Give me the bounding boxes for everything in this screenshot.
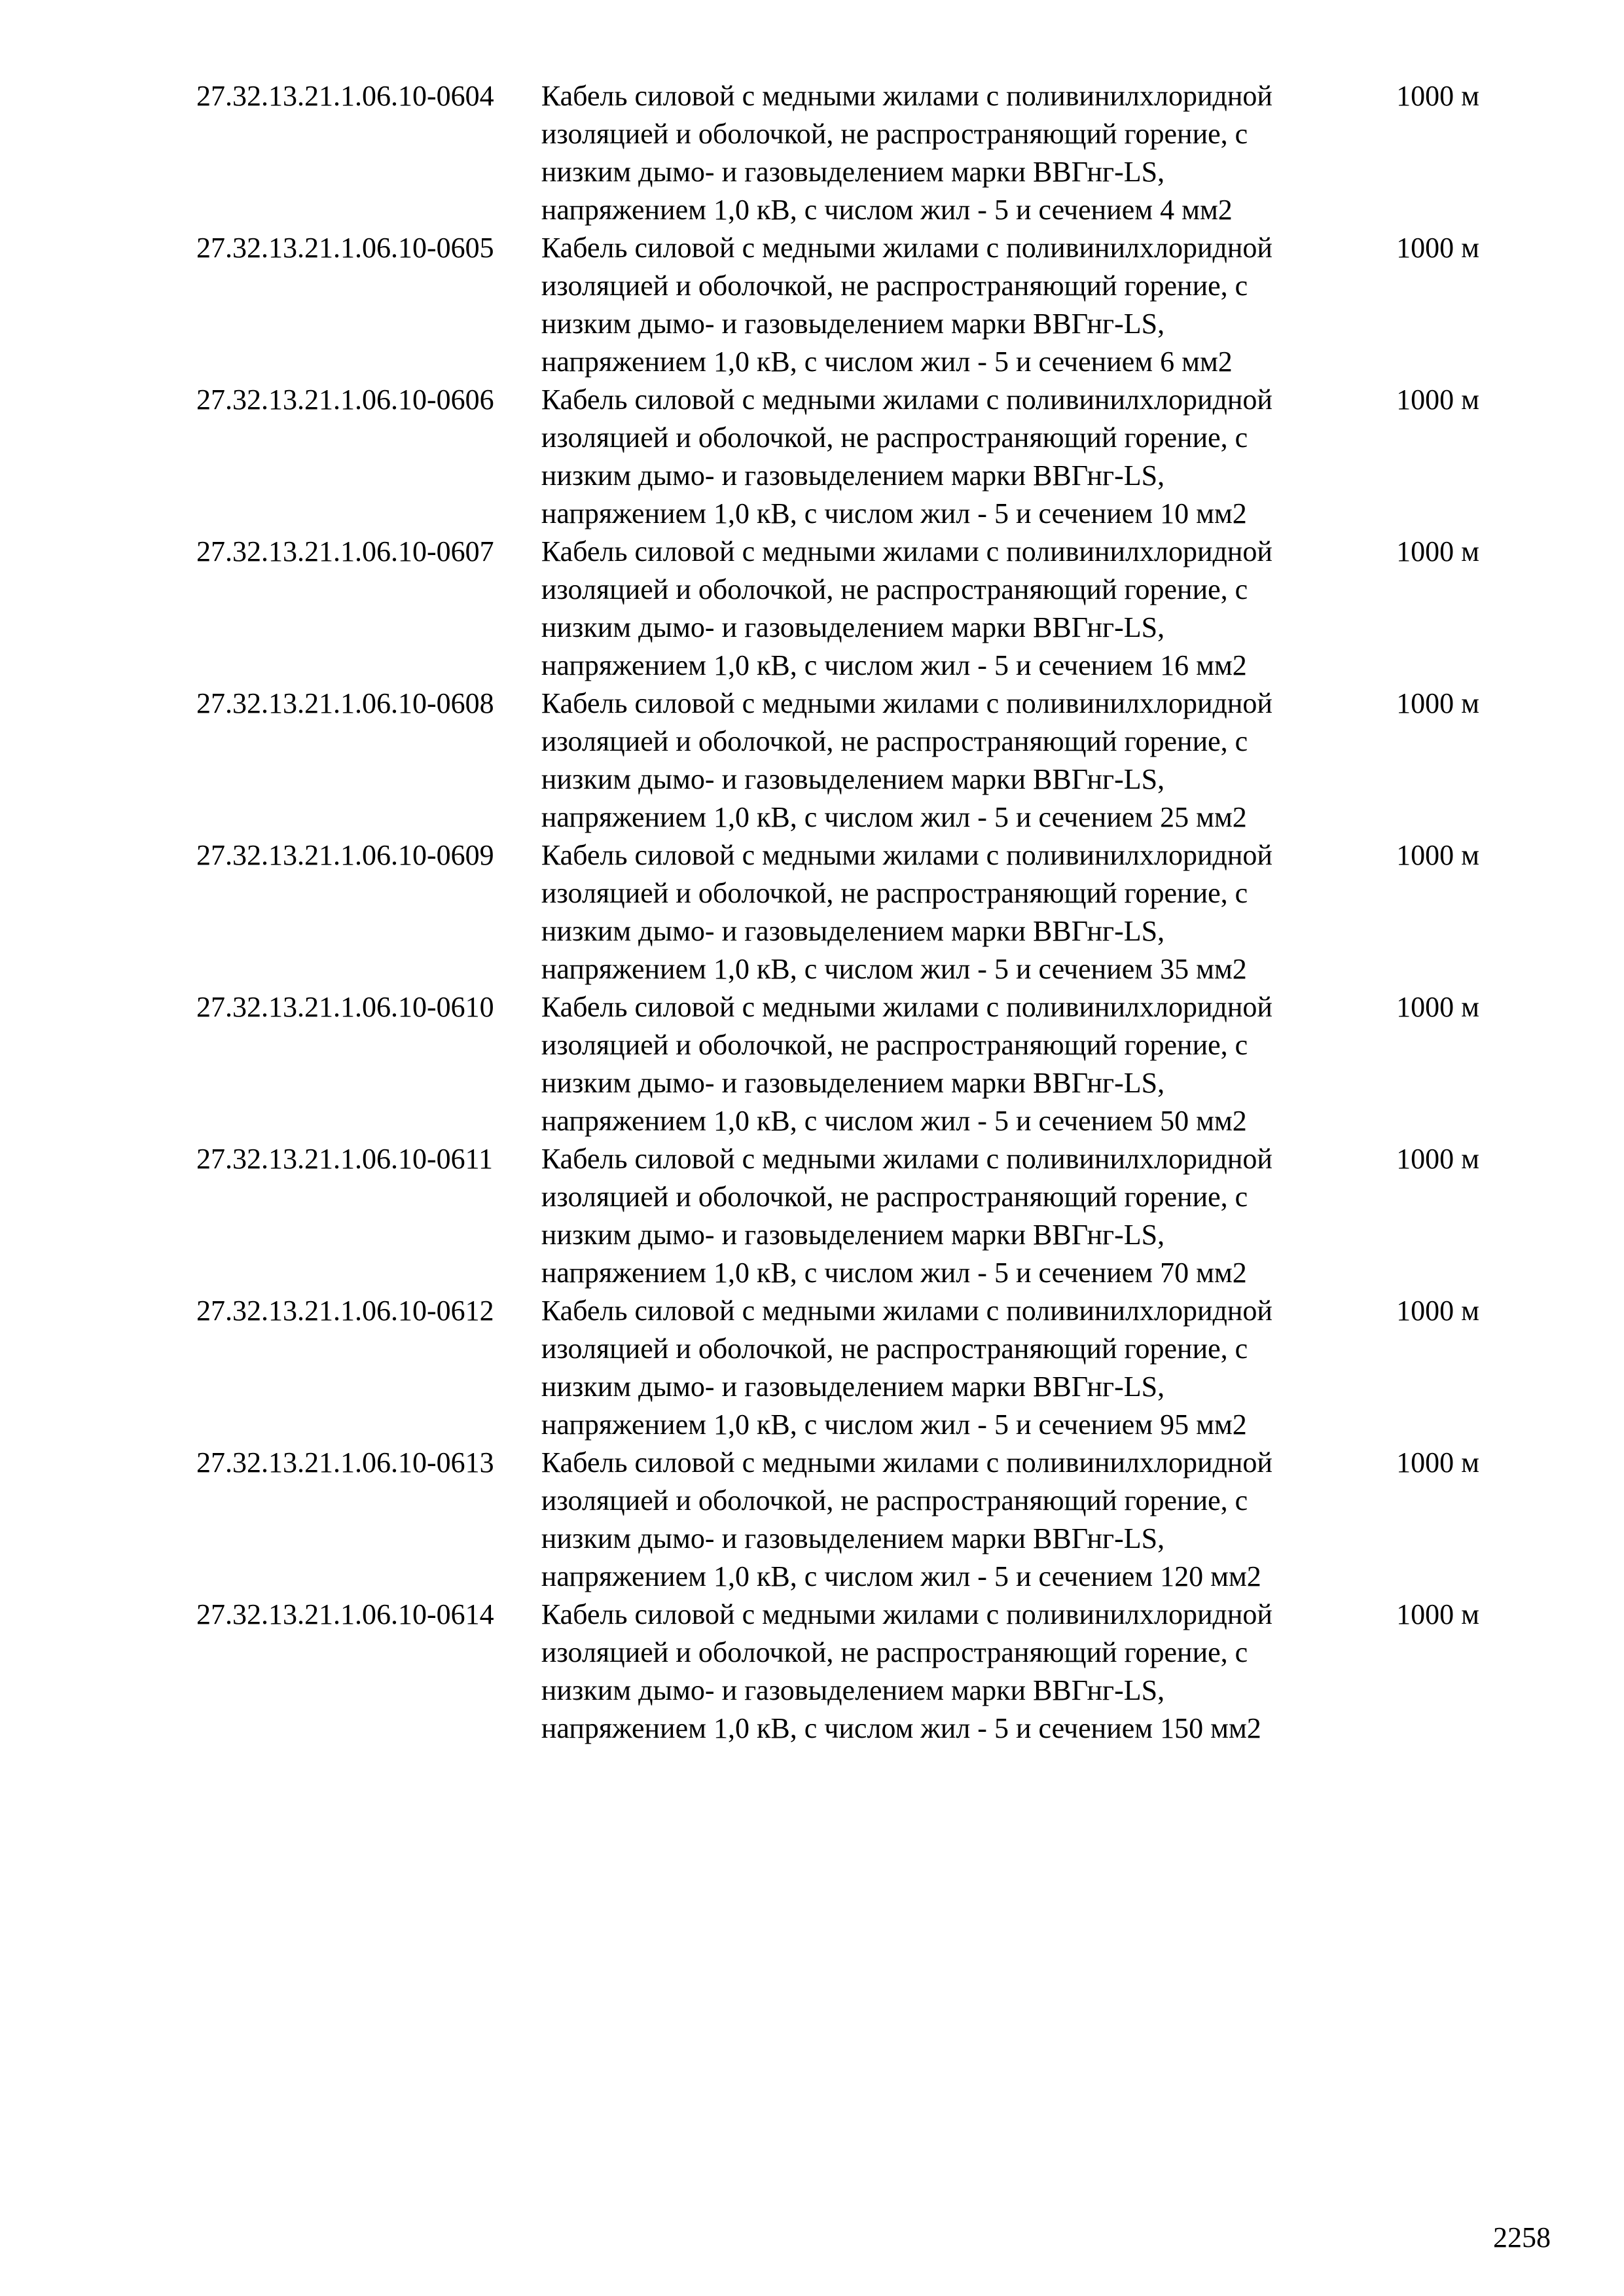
- resource-code: 27.32.13.21.1.06.10-0608: [196, 687, 494, 719]
- resource-name: Кабель силовой с медными жилами с поливинилхлоридной изоляцией и оболочкой, не распространяющий горение, с низким дымо- и газовыделением марки ВВГнг-LS, напряжением 1,0 кВ, с числом жил - 5 и сечением 120 мм2: [541, 1446, 1272, 1592]
- resource-unit: 1000 м: [1396, 839, 1479, 871]
- resource-code: 27.32.13.21.1.06.10-0612: [196, 1295, 494, 1327]
- resource-code: 27.32.13.21.1.06.10-0610: [196, 991, 494, 1023]
- resource-unit: 1000 м: [1396, 1295, 1479, 1327]
- table-row: [196, 1596, 1479, 1748]
- table-row: [196, 77, 1479, 229]
- resource-code: 27.32.13.21.1.06.10-0614: [196, 1598, 494, 1630]
- resource-name: Кабель силовой с медными жилами с поливинилхлоридной изоляцией и оболочкой, не распространяющий горение, с низким дымо- и газовыделением марки ВВГнг-LS, напряжением 1,0 кВ, с числом жил - 5 и сечением 150 мм2: [541, 1598, 1272, 1744]
- resource-name-cell: [541, 77, 1396, 229]
- resource-name-cell: [541, 1140, 1396, 1292]
- resource-name-cell: [541, 381, 1396, 533]
- table-row: [196, 988, 1479, 1140]
- resource-unit: 1000 м: [1396, 384, 1479, 416]
- resource-code: 27.32.13.21.1.06.10-0611: [196, 1143, 494, 1175]
- resource-code: 27.32.13.21.1.06.10-0607: [196, 535, 494, 567]
- resource-table-body: [196, 77, 1479, 1748]
- resource-name-cell: [541, 988, 1396, 1140]
- resource-unit: 1000 м: [1396, 232, 1479, 264]
- resource-table: [196, 77, 1479, 1748]
- resource-unit: 1000 м: [1396, 1446, 1479, 1479]
- resource-name: Кабель силовой с медными жилами с поливинилхлоридной изоляцией и оболочкой, не распространяющий горение, с низким дымо- и газовыделением марки ВВГнг-LS, напряжением 1,0 кВ, с числом жил - 5 и сечением 6 мм2: [541, 232, 1272, 378]
- resource-unit: 1000 м: [1396, 1598, 1479, 1630]
- resource-code: 27.32.13.21.1.06.10-0606: [196, 384, 494, 416]
- resource-name-cell: [541, 1292, 1396, 1444]
- resource-name: Кабель силовой с медными жилами с поливинилхлоридной изоляцией и оболочкой, не распространяющий горение, с низким дымо- и газовыделением марки ВВГнг-LS, напряжением 1,0 кВ, с числом жил - 5 и сечением 10 мм2: [541, 384, 1272, 529]
- resource-code: 27.32.13.21.1.06.10-0613: [196, 1446, 494, 1479]
- table-row: [196, 381, 1479, 533]
- resource-name: Кабель силовой с медными жилами с поливинилхлоридной изоляцией и оболочкой, не распространяющий горение, с низким дымо- и газовыделением марки ВВГнг-LS, напряжением 1,0 кВ, с числом жил - 5 и сечением 25 мм2: [541, 687, 1272, 833]
- resource-unit: 1000 м: [1396, 687, 1479, 719]
- resource-name: Кабель силовой с медными жилами с поливинилхлоридной изоляцией и оболочкой, не распространяющий горение, с низким дымо- и газовыделением марки ВВГнг-LS, напряжением 1,0 кВ, с числом жил - 5 и сечением 4 мм2: [541, 80, 1272, 226]
- table-row: [196, 533, 1479, 685]
- resource-name-cell: [541, 836, 1396, 988]
- table-row: [196, 836, 1479, 988]
- resource-name: Кабель силовой с медными жилами с поливинилхлоридной изоляцией и оболочкой, не распространяющий горение, с низким дымо- и газовыделением марки ВВГнг-LS, напряжением 1,0 кВ, с числом жил - 5 и сечением 70 мм2: [541, 1143, 1272, 1289]
- table-row: [196, 1444, 1479, 1596]
- resource-name-cell: [541, 533, 1396, 685]
- page-number: 2258: [1493, 2221, 1551, 2253]
- resource-unit: 1000 м: [1396, 991, 1479, 1023]
- resource-name-cell: [541, 685, 1396, 836]
- table-row: [196, 1292, 1479, 1444]
- resource-name: Кабель силовой с медными жилами с поливинилхлоридной изоляцией и оболочкой, не распространяющий горение, с низким дымо- и газовыделением марки ВВГнг-LS, напряжением 1,0 кВ, с числом жил - 5 и сечением 50 мм2: [541, 991, 1272, 1137]
- resource-name-cell: [541, 1444, 1396, 1596]
- resource-unit: 1000 м: [1396, 1143, 1479, 1175]
- table-row: [196, 229, 1479, 381]
- resource-name-cell: [541, 1596, 1396, 1748]
- resource-unit: 1000 м: [1396, 80, 1479, 112]
- resource-name: Кабель силовой с медными жилами с поливинилхлоридной изоляцией и оболочкой, не распространяющий горение, с низким дымо- и газовыделением марки ВВГнг-LS, напряжением 1,0 кВ, с числом жил - 5 и сечением 35 мм2: [541, 839, 1272, 985]
- resource-name: Кабель силовой с медными жилами с поливинилхлоридной изоляцией и оболочкой, не распространяющий горение, с низким дымо- и газовыделением марки ВВГнг-LS, напряжением 1,0 кВ, с числом жил - 5 и сечением 16 мм2: [541, 535, 1272, 681]
- resource-code: 27.32.13.21.1.06.10-0605: [196, 232, 494, 264]
- table-row: [196, 685, 1479, 836]
- resource-unit: 1000 м: [1396, 535, 1479, 567]
- resource-code: 27.32.13.21.1.06.10-0604: [196, 80, 494, 112]
- resource-name: Кабель силовой с медными жилами с поливинилхлоридной изоляцией и оболочкой, не распространяющий горение, с низким дымо- и газовыделением марки ВВГнг-LS, напряжением 1,0 кВ, с числом жил - 5 и сечением 95 мм2: [541, 1295, 1272, 1441]
- resource-code: 27.32.13.21.1.06.10-0609: [196, 839, 494, 871]
- table-row: [196, 1140, 1479, 1292]
- resource-name-cell: [541, 229, 1396, 381]
